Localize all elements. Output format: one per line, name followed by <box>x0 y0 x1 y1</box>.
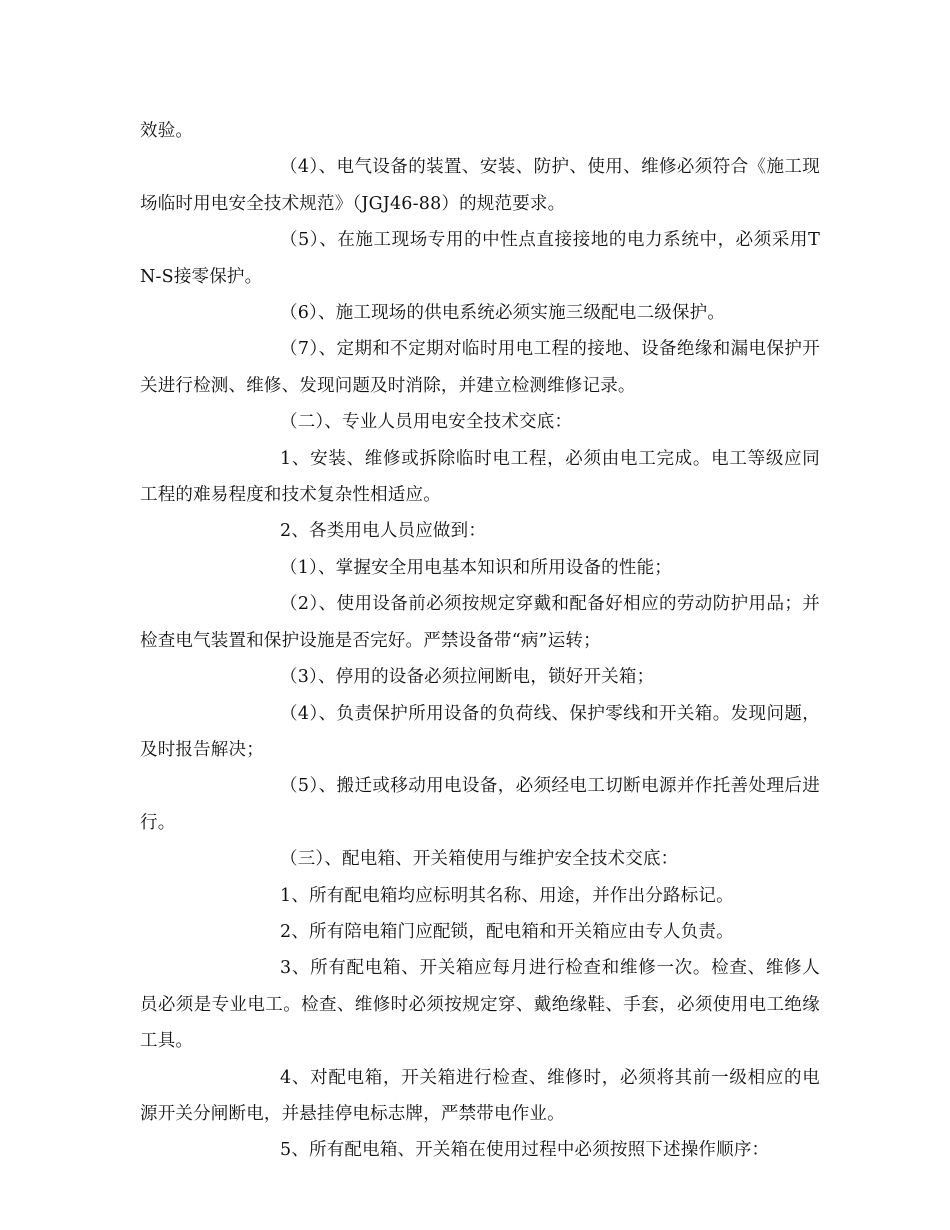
paragraph: 1、安装、维修或拆除临时电工程，必须由电工完成。电工等级应同工程的难易程度和技术复杂性相适应。 <box>140 448 820 506</box>
paragraph: （4）、负责保护所用设备的负荷线、保护零线和开关箱。发现问题，及时报告解决； <box>140 703 820 760</box>
paragraph: （2）、使用设备前必须按规定穿戴和配备好相应的劳动防护用品；并检查电气装置和保护设施是否完好。严禁设备带“病”运转； <box>140 594 820 651</box>
paragraph: （1）、掌握安全用电基本知识和所用设备的性能； <box>280 557 672 578</box>
paragraph: 1、所有配电箱均应标明其名称、用途，并作出分路标记。 <box>280 885 734 906</box>
paragraph: （5）、搬迁或移动用电设备，必须经电工切断电源并作托善处理后进行。 <box>140 776 820 833</box>
paragraph: （二）、专业人员用电安全技术交底： <box>280 412 573 433</box>
paragraph: 4、对配电箱，开关箱进行检查、维修时，必须将其前一级相应的电源开关分闸断电，并悬挂停电标志牌，严禁带电作业。 <box>140 1067 820 1124</box>
paragraph: （7）、定期和不定期对临时用电工程的接地、设备绝缘和漏电保护开关进行检测、维修、发现问题及时消除，并建立检测维修记录。 <box>140 339 820 396</box>
paragraph: （5）、在施工现场专用的中性点直接接地的电力系统中，必须采用TN-S接零保护。 <box>140 230 820 287</box>
paragraph: （4）、电气设备的装置、安装、防护、使用、维修必须符合《施工现场临时用电安全技术规范》（JGJ46-88）的规范要求。 <box>140 157 820 214</box>
document-body <box>140 113 820 1169</box>
paragraph: 3、所有配电箱、开关箱应每月进行检查和维修一次。检查、维修人员必须是专业电工。检查、维修时必须按规定穿、戴绝缘鞋、手套，必须使用电工绝缘工具。 <box>140 958 820 1052</box>
paragraph: （3）、停用的设备必须拉闸断电，锁好开关箱； <box>280 667 655 688</box>
paragraph: 效验。 <box>140 121 194 141</box>
paragraph: 2、各类用电人员应做到： <box>280 521 487 542</box>
paragraph: （三）、配电箱、开关箱使用与维护安全技术交底： <box>280 849 679 870</box>
document-page <box>140 113 820 1169</box>
paragraph: （6）、施工现场的供电系统必须实施三级配电二级保护。 <box>280 303 726 324</box>
paragraph: 5、所有配电箱、开关箱在使用过程中必须按照下述操作顺序： <box>280 1140 770 1161</box>
paragraph: 2、所有陪电箱门应配锁，配电箱和开关箱应由专人负责。 <box>280 921 734 942</box>
